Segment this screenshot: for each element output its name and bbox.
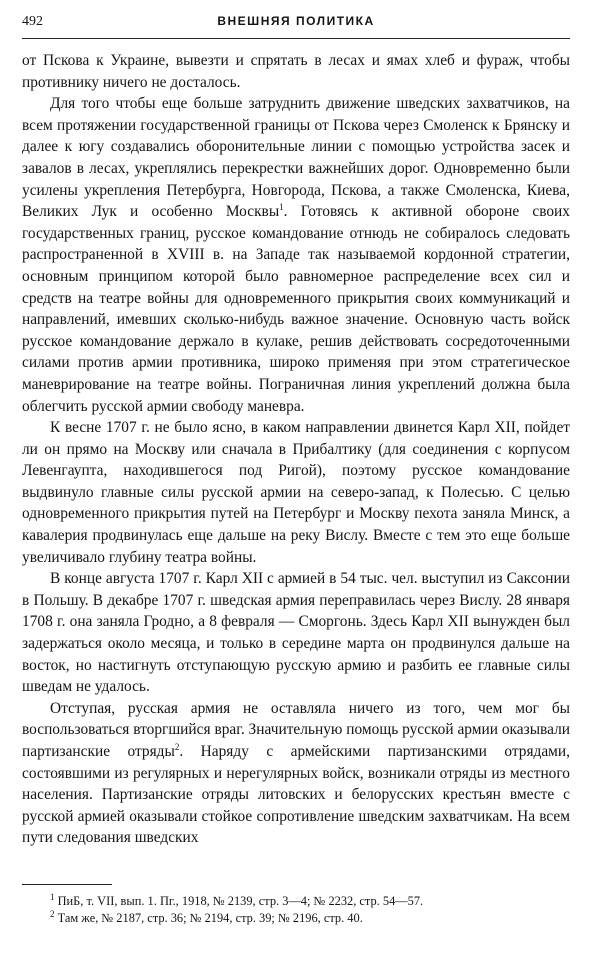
footnote-1	[22, 893, 570, 910]
footnote-2-mark: 2	[50, 908, 55, 919]
running-title: ВНЕШНЯЯ ПОЛИТИКА	[217, 14, 375, 28]
footnotes	[22, 893, 570, 927]
page-header	[22, 14, 570, 36]
body-text	[22, 50, 570, 849]
paragraph-3: К весне 1707 г. не было ясно, в каком направлении двинется Карл XII, пойдет ли он прямо на Москву или сначала в Прибалтику (для соединения с корпусом Левенгаупта, находившегося под Ригой), поэтому русское командование выдвинуло главные силы русской армии на северо-запад, к Полесью. С целью одновременного прикрытия путей на Петербург и Москву пехота заняла Минск, а кавалерия продвинулась еще дальше на реку Вислу. Вместе с тем это еще больше увеличивало глубину театра войны.	[22, 419, 570, 566]
footnote-2-text: Там же, № 2187, стр. 36; № 2194, стр. 39; № 2196, стр. 40.	[54, 911, 363, 925]
paragraph-2-text-b: . Готовясь к активной обороне своих государственных границ, русское командование отнюдь не собиралось следовать распространенной в XVIII в. на Западе так называемой кордонной стратегии, основным принципом которой было равномерное распределение всех сил и средств на театре войны для одновременного прикрытия своих коммуникаций и направлений, имевших сколько-нибудь важное значение. Основную часть войск русское командование держало в кулаке, решив действовать сосредоточенными силами против армии противника, широко применяя при этом стратегическое маневрирование на театре войны. Пограничная линия укреплений должна была облегчить русской армии свободу маневра.	[22, 203, 570, 415]
page-number: 492	[22, 14, 43, 29]
paragraph-2	[22, 93, 570, 417]
paragraph-5	[22, 698, 570, 849]
footnote-ref-1: 1	[279, 202, 284, 213]
paragraph-4: В конце августа 1707 г. Карл XII с армией в 54 тыс. чел. выступил из Саксонии в Польшу. В декабре 1707 г. шведская армия переправилась через Вислу. 28 января 1708 г. она заняла Гродно, а 8 февраля — Сморгонь. Здесь Карл XII вынужден был задержаться около месяца, и только в середине марта он продвинулся дальше на восток, но настигнуть отступающую русскую армию и разбить ее главные силы шведам не удалось.	[22, 570, 570, 696]
header-rule	[22, 38, 570, 39]
paragraph-1: от Пскова к Украине, вывезти и спрятать в лесах и ямах хлеб и фураж, чтобы противнику ничего не досталось.	[22, 52, 570, 91]
footnote-2	[22, 910, 570, 927]
paragraph-2-text-a: Для того чтобы еще больше затруднить движение шведских захватчиков, на всем протяжении государственной границы от Пскова через Смоленск к Брянску и далее к югу создавались оборонительные линии с помощью устройства засек и завалов в лесах, укреплялись перекрестки важнейших дорог. Одновременно были усилены укрепления Петербурга, Новгорода, Пскова, а также Смоленска, Киева, Великих Лук и особенно Москвы	[22, 95, 570, 221]
footnote-ref-2: 2	[174, 741, 180, 752]
footnote-1-text: ПиБ, т. VII, вып. 1. Пг., 1918, № 2139, стр. 3—4; № 2232, стр. 54—57.	[54, 894, 424, 908]
paragraph-5-text-a: Отступая, русская армия не оставляла ничего из того, чем мог бы воспользоваться вторгшийся враг. Значительную помощь русской армии оказывали партизанские отряды	[22, 699, 570, 760]
paragraph-5-text-b: . Наряду с армейскими партизанскими отрядами, состоявшими из регулярных и нерегулярных войск, возникали отряды из местного населения. Партизанские отряды литовских и белорусских крестьян вместе с русской армией оказывали стойкое сопротивление шведским захватчикам. На всем пути следования шведских	[22, 743, 571, 847]
footnote-1-mark: 1	[50, 891, 55, 902]
footnote-rule	[22, 884, 112, 885]
